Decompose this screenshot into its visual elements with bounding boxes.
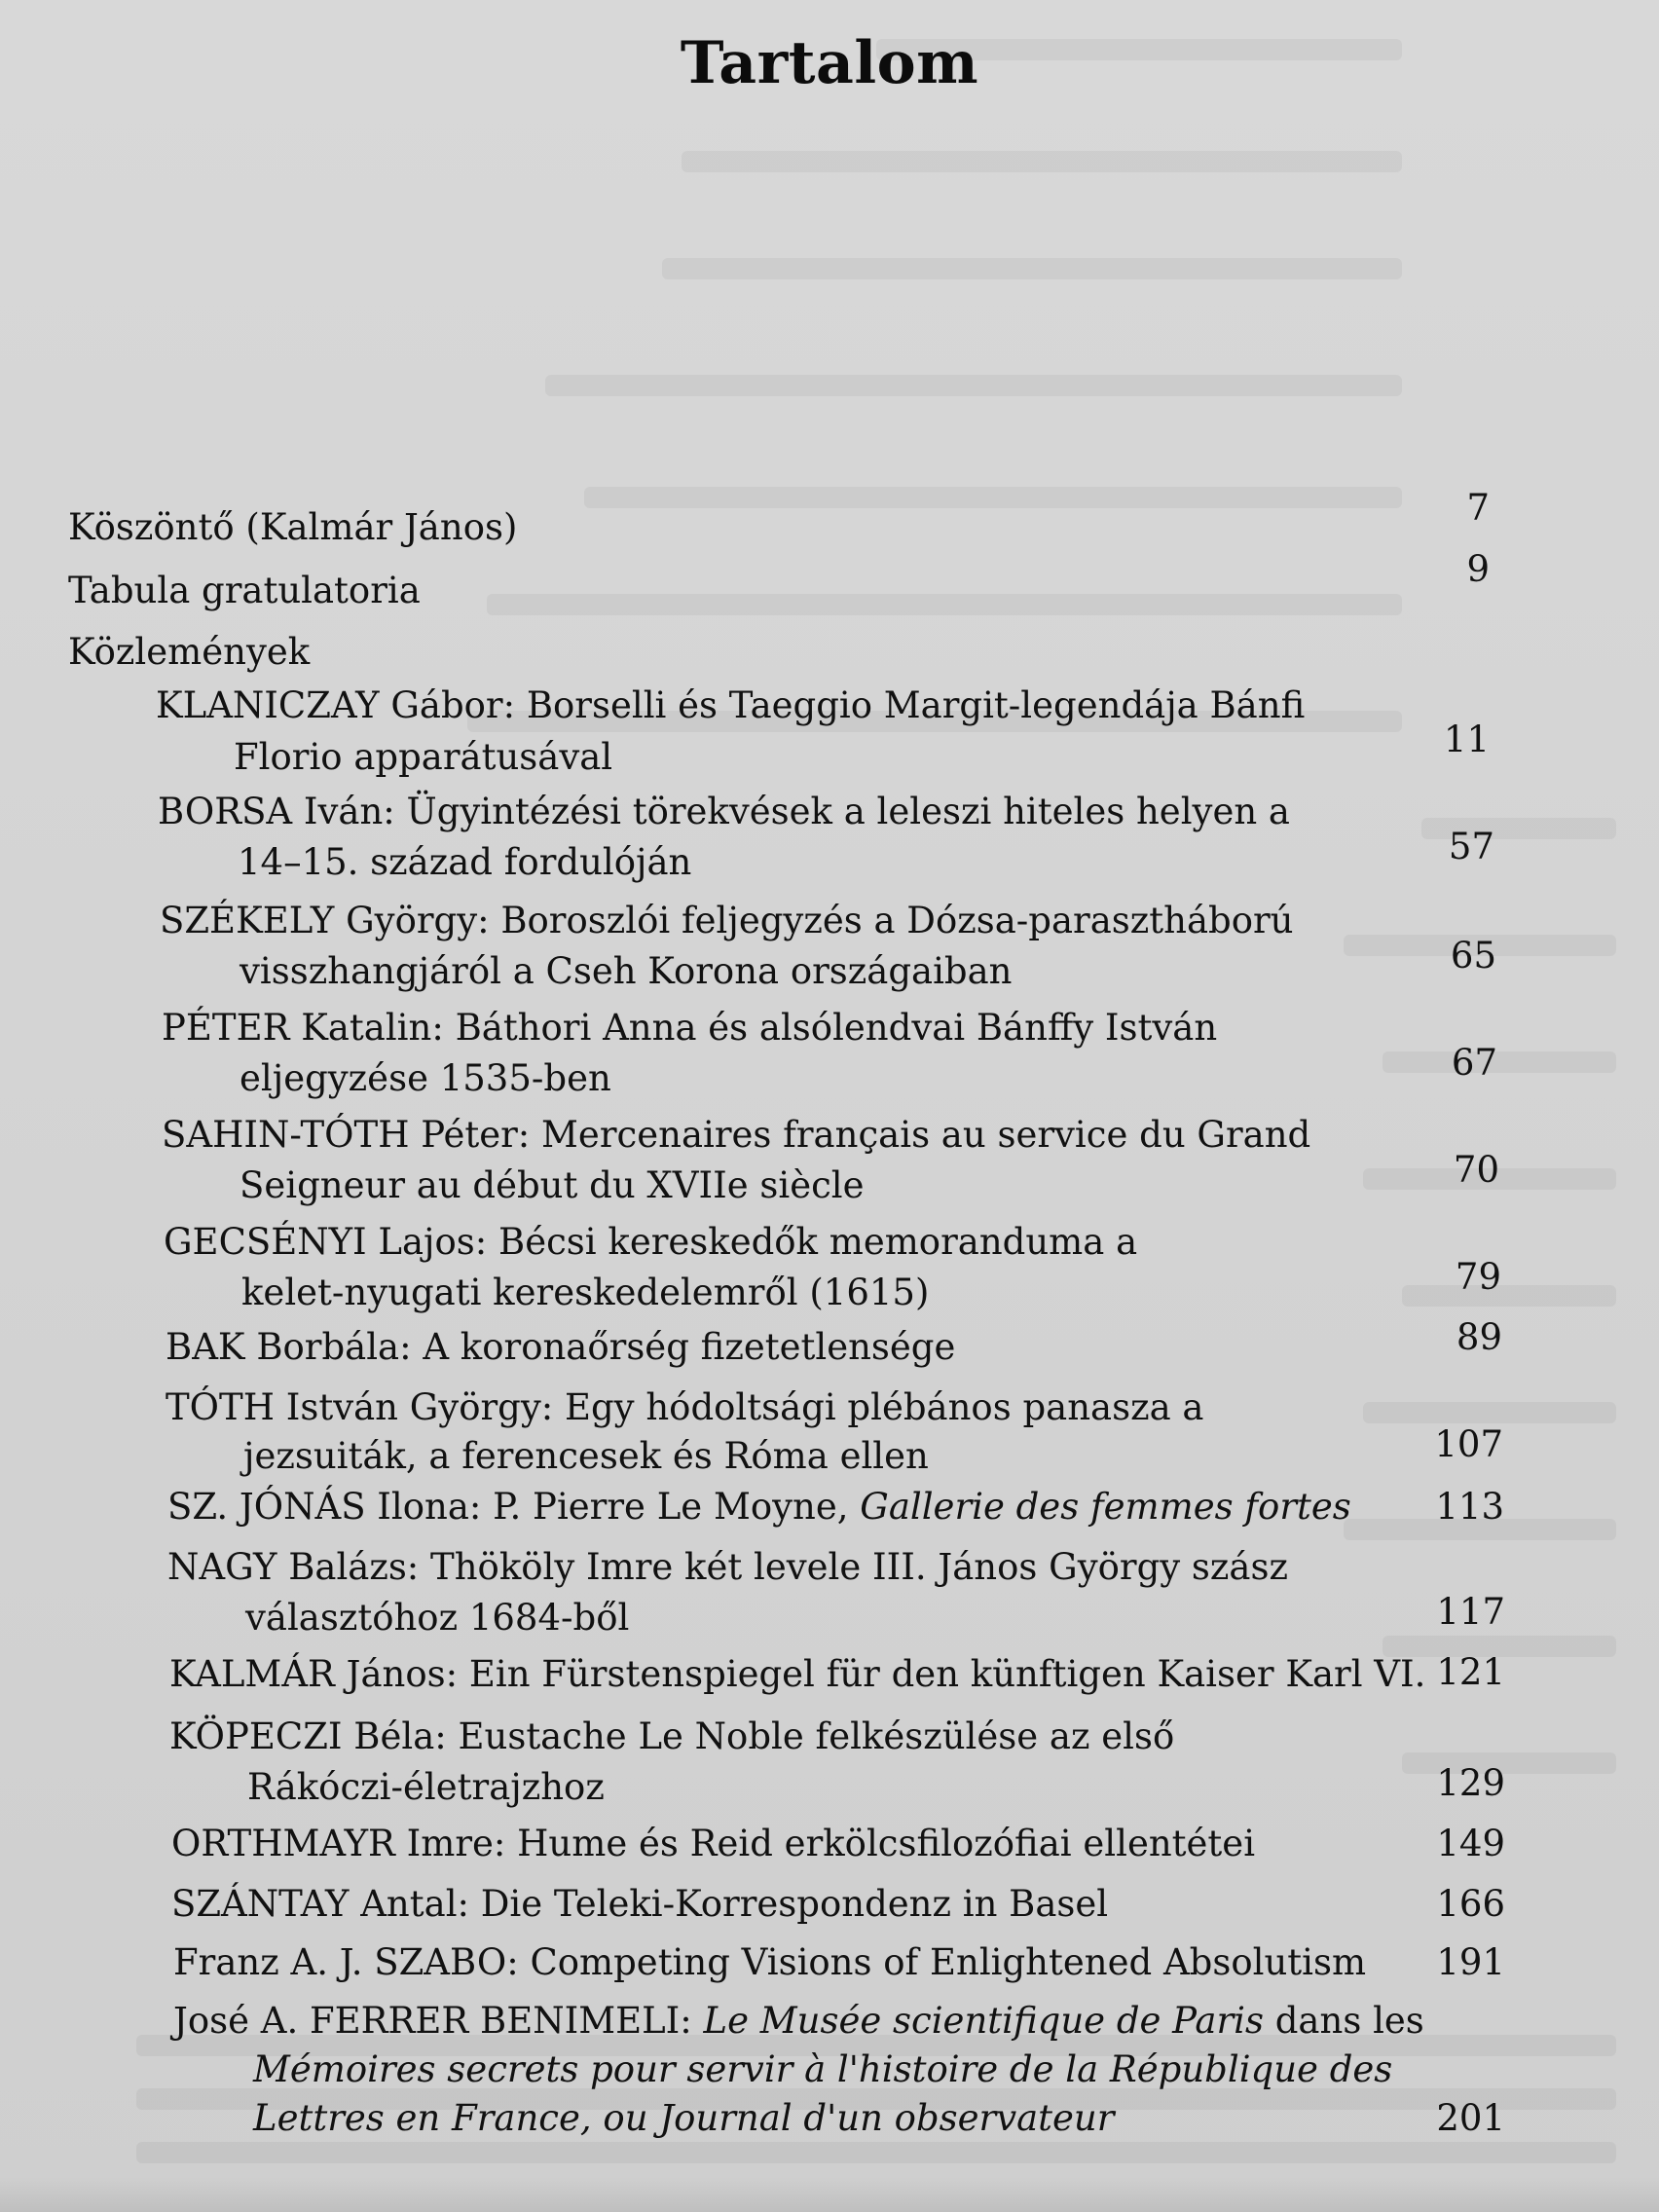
toc-entry-page: 11 — [1443, 719, 1490, 760]
toc-entry-title: Tabula gratulatoria — [68, 570, 421, 611]
toc-entry-line: Florio apparátusával — [234, 736, 613, 778]
toc-entry-text: dans les — [1263, 2000, 1424, 2042]
toc-entry-page: 9 — [1466, 548, 1490, 590]
toc-entry-line: kelet-nyugati kereskedelemről (1615) — [241, 1272, 930, 1313]
toc-entry-page: 67 — [1451, 1042, 1497, 1084]
toc-entry-line: BORSA Iván: Ügyintézési törekvések a leleszi hiteles helyen a — [158, 791, 1290, 832]
toc-entry-line: PÉTER Katalin: Báthori Anna és alsólendvai Bánffy István — [162, 1007, 1218, 1049]
toc-entry-italic-title: Le Musée scientifique de Paris — [703, 2000, 1264, 2042]
toc-entry-italic-title: Gallerie des femmes fortes — [860, 1486, 1351, 1528]
toc-entry-line: választóhoz 1684-ből — [245, 1597, 630, 1639]
toc-entry-line: visszhangjáról a Cseh Korona országaiban — [240, 950, 1013, 992]
toc-entry-line: Rákóczi-életrajzhoz — [247, 1766, 605, 1808]
toc-entry-page: 57 — [1448, 826, 1494, 867]
toc-entry-page: 70 — [1453, 1149, 1499, 1191]
toc-entry-title: BAK Borbála: A koronaőrség fizetetlensége — [166, 1326, 956, 1368]
toc-entry-author: SZ. JÓNÁS Ilona: P. Pierre Le Moyne, — [167, 1486, 861, 1528]
toc-entry-author: José A. FERRER BENIMELI: — [173, 2000, 704, 2042]
toc-entry-line — [173, 2000, 1424, 2043]
toc-entry-page: 129 — [1436, 1762, 1505, 1804]
toc-entry-line: GECSÉNYI Lajos: Bécsi kereskedők memoranduma a — [164, 1221, 1138, 1263]
toc-entry-line: KLANICZAY Gábor: Borselli és Taeggio Margit-legendája Bánfi — [156, 684, 1306, 726]
toc-entry-page: 117 — [1436, 1591, 1505, 1633]
toc-entry-title: Köszöntő (Kalmár János) — [68, 506, 518, 548]
toc-entry-line: NAGY Balázs: Thököly Imre két levele III. János György szász — [167, 1546, 1288, 1588]
toc-entry-line: SAHIN-TÓTH Péter: Mercenaires français au service du Grand — [162, 1114, 1311, 1156]
toc-entry-line: Mémoires secrets pour servir à l'histoire de la République des — [253, 2048, 1393, 2090]
toc-entry-line: TÓTH István György: Egy hódoltsági plébános panasza a — [166, 1386, 1204, 1428]
toc-entry-page: 65 — [1450, 935, 1496, 977]
toc-entry-line: Seigneur au début du XVIIe siècle — [240, 1164, 865, 1206]
toc-entry-page: 89 — [1456, 1316, 1502, 1358]
toc-entry-title: ORTHMAYR Imre: Hume és Reid erkölcsfilozófiai ellentétei — [171, 1823, 1256, 1864]
toc-entry-title: KALMÁR János: Ein Fürstenspiegel für den künftigen Kaiser Karl VI. — [169, 1653, 1426, 1695]
toc-entry-title: SZÁNTAY Antal: Die Teleki-Korrespondenz in Basel — [171, 1883, 1109, 1925]
toc-entry-line: jezsuiták, a ferencesek és Róma ellen — [243, 1435, 929, 1477]
page-title: Tartalom — [680, 29, 979, 97]
toc-entry-line: SZÉKELY György: Boroszlói feljegyzés a Dózsa-parasztháború — [160, 900, 1294, 941]
toc-entry-page: 201 — [1436, 2097, 1505, 2139]
toc-entry-page: 149 — [1436, 1823, 1505, 1864]
toc-entry-line: KÖPECZI Béla: Eustache Le Noble felkészülése az első — [169, 1715, 1175, 1757]
toc-entry-page: 107 — [1434, 1423, 1503, 1465]
toc-entry-page: 191 — [1436, 1941, 1505, 1983]
toc-section-heading: Közlemények — [68, 631, 311, 673]
toc-entry-line: 14–15. század fordulóján — [238, 841, 692, 883]
toc-entry-title — [167, 1486, 1351, 1529]
toc-entry-page: 166 — [1436, 1883, 1505, 1925]
toc-entry-page: 79 — [1455, 1256, 1501, 1298]
toc-entry-page: 121 — [1436, 1651, 1505, 1693]
page-bottom-shadow — [0, 2177, 1659, 2212]
toc-entry-page: 7 — [1466, 487, 1490, 529]
toc-entry-title: Franz A. J. SZABO: Competing Visions of Enlightened Absolutism — [173, 1941, 1367, 1983]
toc-entry-line: Lettres en France, ou Journal d'un observateur — [253, 2097, 1115, 2139]
toc-entry-page: 113 — [1435, 1486, 1504, 1528]
toc-entry-line: eljegyzése 1535-ben — [240, 1057, 611, 1099]
